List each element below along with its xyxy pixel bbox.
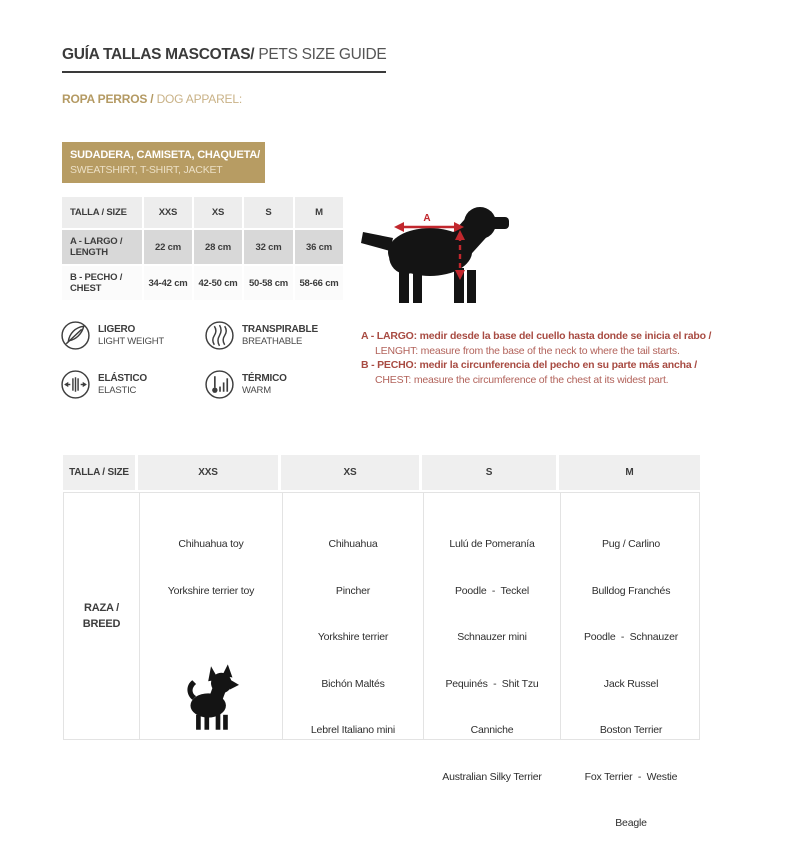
chest-xxs: 34-42 cm [144, 266, 192, 300]
elastic-icon [60, 369, 91, 400]
title-spanish: GUÍA TALLAS MASCOTAS/ [62, 46, 255, 63]
category-banner [62, 142, 265, 183]
breed-line: Bulldog Franchés [591, 584, 671, 597]
size-table-header-talla: TALLA / SIZE [62, 197, 142, 228]
breathable-icon [204, 320, 235, 351]
breed-header-xs: XS [281, 455, 422, 490]
feature-lightweight [60, 320, 176, 351]
garment-features [60, 320, 318, 400]
feature-lightweight-label-es: LIGERO [98, 324, 136, 335]
category-spanish: SUDADERA, CAMISETA, CHAQUETA/ [70, 149, 260, 161]
breed-cell-xs [282, 493, 423, 739]
feature-elastic [60, 369, 176, 400]
breed-line: Chihuahua toy [178, 538, 244, 550]
breed-line: Bichón Maltés [321, 677, 385, 690]
breed-list-m [584, 493, 678, 863]
note-chest-spanish: B - PECHO: medir la circunferencia del pecho en su parte más ancha / [361, 359, 697, 371]
feature-elastic-label-es: ELÁSTICO [98, 373, 147, 384]
feature-warm-label-es: TÉRMICO [242, 373, 287, 384]
breed-line: Schnauzer mini [457, 631, 527, 643]
breed-cell-s [423, 493, 560, 783]
raza-breed-label [83, 600, 121, 632]
size-table-header-m: M [295, 197, 343, 228]
size-table [62, 197, 343, 300]
note-chest-english: CHEST: measure the circumference of the chest at its widest part. [375, 373, 669, 386]
title-english: PETS SIZE GUIDE [254, 46, 387, 63]
size-table-header-xxs: XXS [144, 197, 192, 228]
note-length-english: LENGHT: measure from the base of the neck to where the tail starts. [375, 344, 680, 357]
feature-breathable [204, 320, 318, 351]
breed-line: Pequinés - Shit Tzu [445, 677, 539, 690]
feature-warm [204, 369, 318, 400]
category-english: SWEATSHIRT, T-SHIRT, JACKET [70, 164, 223, 176]
dog-measurement-diagram [360, 196, 512, 306]
breed-line: Poodle - Schnauzer [583, 631, 679, 643]
labrador-silhouette [361, 207, 509, 303]
breed-header-m: M [559, 455, 700, 490]
breed-header-s: S [422, 455, 559, 490]
feature-breathable-label-en: BREATHABLE [242, 335, 303, 347]
breed-line: Pincher [335, 584, 371, 597]
thermometer-icon [204, 369, 235, 400]
breed-table-body [63, 492, 700, 829]
section-subtitle [62, 92, 242, 106]
length-m: 36 cm [295, 230, 343, 264]
raza-label-line2: BREED [82, 618, 121, 630]
breed-line: Boston Terrier [599, 724, 663, 736]
breed-line: Jack Russel [603, 677, 659, 690]
feature-elastic-label-en: ELASTIC [98, 384, 137, 396]
breed-cell-m [560, 493, 701, 829]
dog-mouth-notch [500, 229, 511, 235]
feature-breathable-label-es: TRANSPIRABLE [242, 324, 318, 335]
breed-list-xxs [168, 493, 254, 630]
breed-line: Yorkshire terrier [317, 631, 389, 643]
page-title [62, 46, 386, 73]
breed-line: Poodle - Teckel [454, 584, 530, 597]
breed-table-header [63, 455, 700, 490]
breed-list-s [442, 493, 541, 816]
subtitle-spanish: ROPA PERROS / [62, 92, 157, 106]
breed-list-xs [311, 493, 395, 770]
chest-m: 58-66 cm [295, 266, 343, 300]
size-table-header-xs: XS [194, 197, 242, 228]
breed-line: Lulú de Pomeranía [449, 538, 535, 550]
feather-icon [60, 320, 91, 351]
breed-row-label-cell [64, 493, 139, 739]
length-s: 32 cm [244, 230, 293, 264]
feature-warm-label-en: WARM [242, 384, 271, 396]
feature-lightweight-label-en: LIGHT WEIGHT [98, 335, 165, 347]
note-length-spanish: A - LARGO: medir desde la base del cuello hasta donde se inicia el rabo / [361, 330, 712, 342]
chest-xs: 42-50 cm [194, 266, 242, 300]
breed-line: Canniche [470, 724, 514, 736]
breed-table [63, 455, 700, 829]
size-table-header-s: S [244, 197, 293, 228]
breed-line: Chihuahua [328, 538, 378, 550]
breed-line: Australian Silky Terrier [442, 770, 542, 783]
chest-row-label: B - PECHO / CHEST [62, 266, 142, 300]
subtitle-english: DOG APPAREL: [156, 92, 242, 106]
length-xxs: 22 cm [144, 230, 192, 264]
measuring-notes [361, 329, 761, 387]
breed-line: Yorkshire terrier toy [167, 584, 255, 597]
breed-line: Pug / Carlino [601, 538, 661, 550]
breed-line: Lebrel Italiano mini [310, 724, 396, 736]
raza-label-line1: RAZA / [83, 602, 120, 614]
breed-line: Beagle [615, 817, 647, 829]
breed-cell-xxs [139, 493, 282, 739]
chihuahua-silhouette [183, 664, 239, 732]
breed-line: Fox Terrier - Westie [584, 770, 678, 783]
chest-s: 50-58 cm [244, 266, 293, 300]
length-row-label: A - LARGO / LENGTH [62, 230, 142, 264]
breed-header-xxs: XXS [138, 455, 281, 490]
breed-header-talla: TALLA / SIZE [63, 455, 138, 490]
length-xs: 28 cm [194, 230, 242, 264]
arrow-a-label: A [423, 213, 431, 224]
